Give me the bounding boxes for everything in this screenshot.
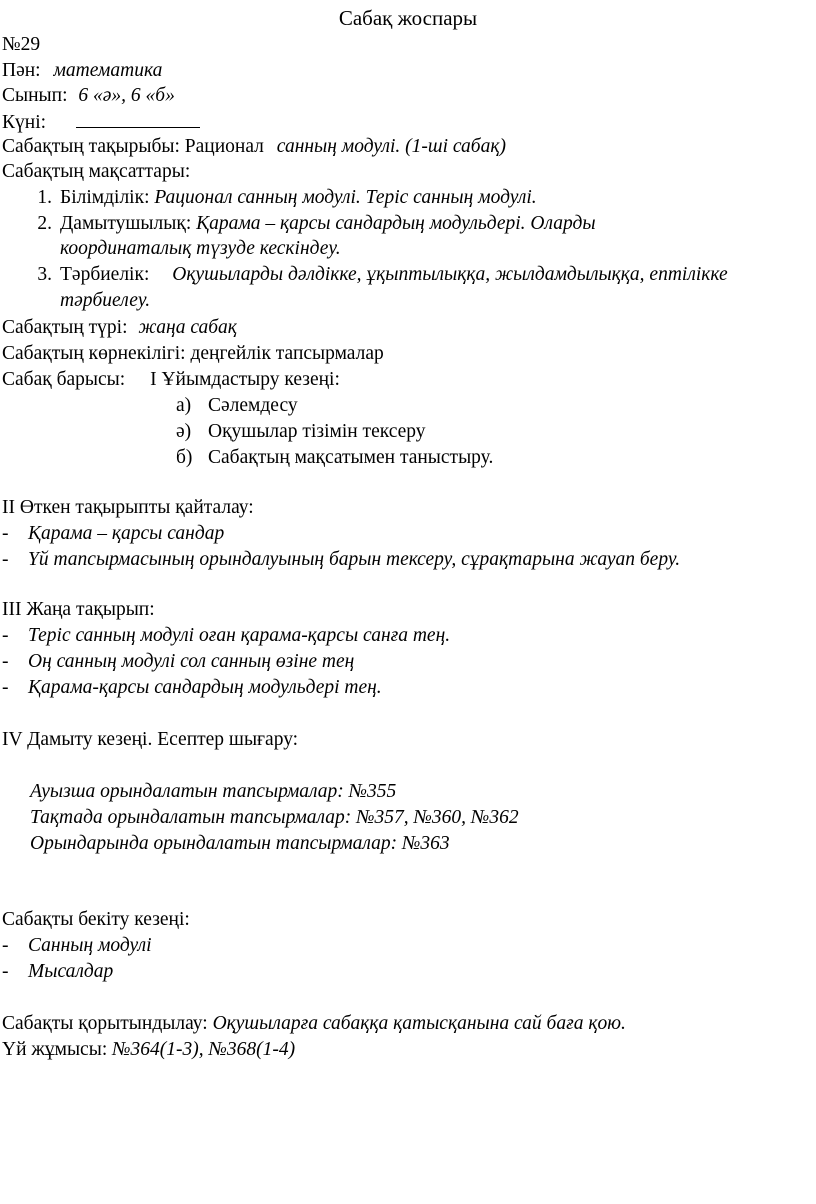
consolidation-item <box>2 960 113 984</box>
process-item-mark: а) <box>176 395 192 416</box>
process-row <box>2 368 340 392</box>
goals-label: Сабақтың мақсаттары: <box>2 161 191 182</box>
new-topic-item <box>2 650 354 674</box>
lesson-number: №29 <box>2 34 41 55</box>
process-item-text: Сабақтың мақсатымен таныстыру. <box>208 447 494 468</box>
topic-value: санның модулі. (1-ші сабақ) <box>276 136 506 157</box>
lesson-type-label: Сабақтың түрі: <box>2 317 128 338</box>
subject-label: Пән: <box>2 60 41 81</box>
stage-one-heading: І Ұйымдастыру кезеңі: <box>150 369 340 390</box>
goal-text: Рационал санның модулі. Теріс санның модулі. <box>154 187 537 208</box>
goal-number: 2. <box>37 213 52 234</box>
goal-number: 3. <box>37 264 52 285</box>
bullet-dash: - <box>2 625 9 646</box>
subject-value: математика <box>53 60 163 81</box>
topic-label: Сабақтың тақырыбы: Рационал <box>2 136 264 157</box>
goal-text: Қарама – қарсы сандардың модульдері. Оларды <box>196 213 596 234</box>
bullet-dash: - <box>2 935 9 956</box>
goal-item <box>28 212 596 236</box>
process-item-mark: ә) <box>176 421 192 442</box>
process-item <box>176 446 493 470</box>
bullet-dash: - <box>2 651 9 672</box>
lesson-type-value: жаңа сабақ <box>138 317 237 338</box>
goal-text: Оқушыларды дәлдікке, ұқыптылыққа, жылдамдылыққа, ептілікке <box>172 264 728 285</box>
goal-item <box>28 186 537 210</box>
process-item-text: Сәлемдесу <box>208 395 298 416</box>
new-topic-item <box>2 676 382 700</box>
goal-label: Тәрбиелік: <box>60 264 150 285</box>
homework-value: №364(1-3), №368(1-4) <box>112 1039 296 1060</box>
review-heading: ІІ Өткен тақырыпты қайталау: <box>2 497 254 518</box>
new-topic-item-text: Оң санның модулі сол санның өзіне тең <box>28 651 355 672</box>
goal-label: Дамытушылық: <box>60 213 192 234</box>
summary-label: Сабақты қорытындылау: <box>2 1013 208 1034</box>
process-item <box>176 420 426 444</box>
summary-value: Оқушыларға сабаққа қатысқанына сай баға қою. <box>212 1013 626 1034</box>
grade-row <box>2 84 175 108</box>
task-line: Ауызша орындалатын тапсырмалар: №355 <box>30 781 397 802</box>
date-row <box>2 110 200 135</box>
subject-row <box>2 59 162 83</box>
goal-text-continued: координаталық түзуде кескіндеу. <box>60 238 341 259</box>
consolidation-item-text: Мысалдар <box>28 961 114 982</box>
bullet-dash: - <box>2 549 9 570</box>
new-topic-item <box>2 624 450 648</box>
consolidation-item-text: Санның модулі <box>28 935 152 956</box>
process-item-text: Оқушылар тізімін тексеру <box>208 421 426 442</box>
review-item-text: Қарама – қарсы сандар <box>28 523 225 544</box>
homework-label: Үй жұмысы: <box>2 1039 108 1060</box>
consolidation-heading: Сабақты бекіту кезеңі: <box>2 909 190 930</box>
homework-row <box>2 1038 295 1062</box>
visual-aids-row: Сабақтың көрнекілігі: деңгейлік тапсырмалар <box>2 343 384 364</box>
goal-number: 1. <box>37 187 52 208</box>
date-label: Күні: <box>2 112 47 133</box>
goal-text-continued: тәрбиелеу. <box>60 290 151 311</box>
review-item <box>2 548 680 572</box>
goal-label: Білімділік: <box>60 187 150 208</box>
process-item <box>176 394 298 418</box>
review-item <box>2 522 224 546</box>
develop-heading: IV Дамыту кезеңі. Есептер шығару: <box>2 729 299 750</box>
new-topic-heading: ІІІ Жаңа тақырып: <box>2 599 155 620</box>
process-label: Сабақ барысы: <box>2 369 126 390</box>
bullet-dash: - <box>2 523 9 544</box>
task-line: Орындарында орындалатын тапсырмалар: №363 <box>30 833 450 854</box>
review-item-text: Үй тапсырмасының орындалуының барын тексеру, сұрақтарына жауап беру. <box>28 549 681 570</box>
summary-row <box>2 1012 626 1036</box>
consolidation-item <box>2 934 152 958</box>
topic-row <box>2 135 506 159</box>
page-title: Сабақ жоспары <box>338 6 478 30</box>
grade-label: Сынып: <box>2 85 68 106</box>
lesson-type-row <box>2 316 237 340</box>
bullet-dash: - <box>2 961 9 982</box>
date-blank-line <box>76 110 200 128</box>
goal-item <box>28 263 728 287</box>
new-topic-item-text: Теріс санның модулі оған қарама-қарсы санға тең. <box>28 625 451 646</box>
bullet-dash: - <box>2 677 9 698</box>
new-topic-item-text: Қарама-қарсы сандардың модульдері тең. <box>28 677 382 698</box>
task-line: Тақтада орындалатын тапсырмалар: №357, №360, №362 <box>30 807 519 828</box>
grade-value: 6 «ә», 6 «б» <box>78 85 175 106</box>
process-item-mark: б) <box>176 447 193 468</box>
